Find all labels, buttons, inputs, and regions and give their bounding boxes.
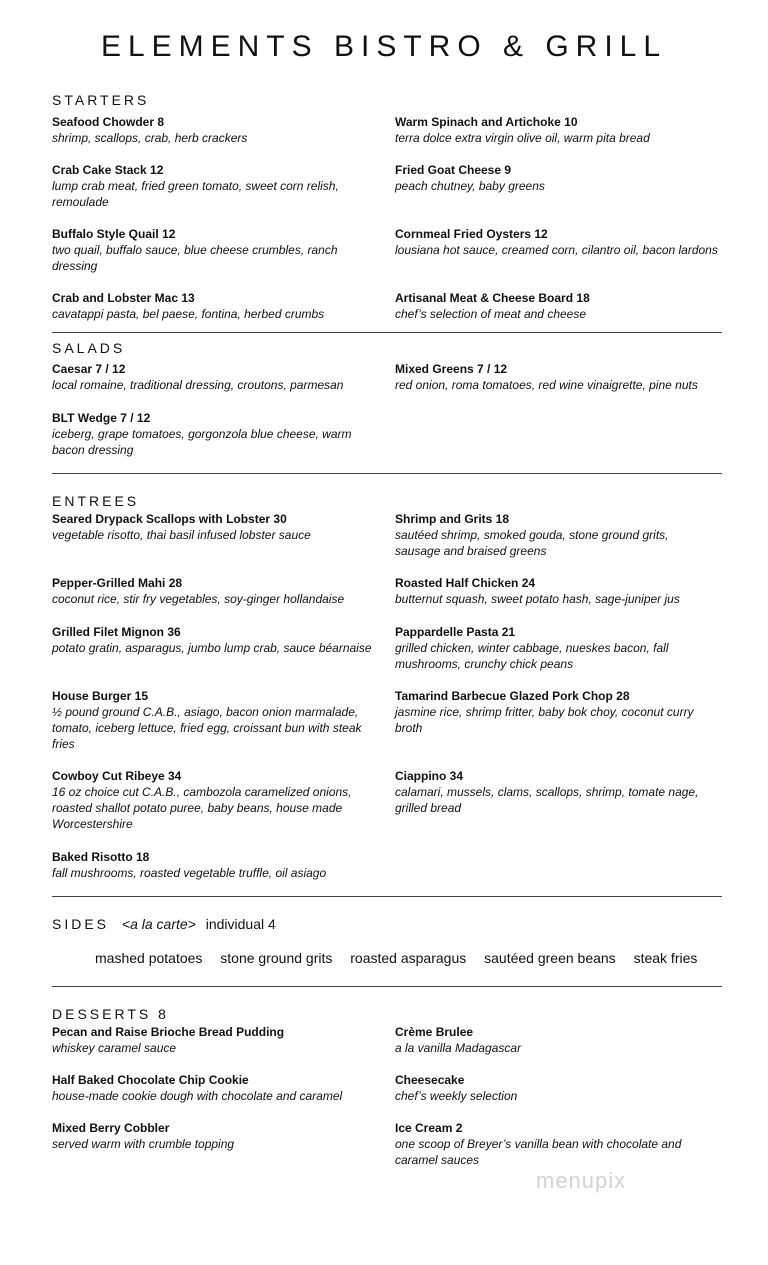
item-name: Ice Cream 2	[395, 1121, 463, 1135]
menu-item	[52, 849, 372, 881]
watermark: menupix	[536, 1168, 627, 1193]
menu-item	[395, 361, 735, 393]
item-name: Roasted Half Chicken 24	[395, 576, 536, 590]
menu-item	[395, 162, 715, 194]
item-desc: 16 oz choice cut C.A.B., cambozola caramelized onions, roasted shallot potato puree, baby beans, house made Worcestershire	[52, 785, 352, 831]
menu-item	[395, 1024, 715, 1056]
item-name: Half Baked Chocolate Chip Cookie	[52, 1073, 249, 1087]
menu-item	[52, 1024, 372, 1056]
side-item: mashed potatoes	[95, 950, 203, 966]
item-name: Warm Spinach and Artichoke 10	[395, 115, 578, 129]
item-desc: butternut squash, sweet potato hash, sage-juniper jus	[395, 592, 680, 606]
item-desc: sautéed shrimp, smoked gouda, stone ground grits, sausage and braised greens	[395, 528, 669, 558]
menu-item	[395, 114, 715, 146]
item-name: Mixed Greens 7 / 12	[395, 362, 508, 376]
side-item: steak fries	[633, 950, 698, 966]
item-name: Artisanal Meat & Cheese Board 18	[395, 291, 590, 305]
side-item: roasted asparagus	[350, 950, 467, 966]
section-divider	[52, 473, 722, 474]
menu-item	[52, 768, 372, 832]
menu-item	[52, 162, 372, 210]
item-desc: red onion, roma tomatoes, red wine vinaigrette, pine nuts	[395, 378, 698, 392]
item-name: Buffalo Style Quail 12	[52, 227, 176, 241]
item-desc: grilled chicken, winter cabbage, nueskes bacon, fall mushrooms, crunchy chick peans	[395, 641, 669, 671]
item-name: Cowboy Cut Ribeye 34	[52, 769, 182, 783]
item-desc: shrimp, scallops, crab, herb crackers	[52, 131, 248, 145]
item-desc: jasmine rice, shrimp fritter, baby bok choy, coconut curry broth	[395, 705, 694, 735]
menu-item	[52, 361, 372, 393]
item-desc: vegetable risotto, thai basil infused lobster sauce	[52, 528, 311, 542]
item-name: Pecan and Raise Brioche Bread Pudding	[52, 1025, 285, 1039]
item-desc: chef’s weekly selection	[395, 1089, 518, 1103]
item-name: Fried Goat Cheese 9	[395, 163, 512, 177]
item-name: BLT Wedge 7 / 12	[52, 411, 151, 425]
starters-heading: STARTERS	[52, 92, 150, 108]
item-desc: chef’s selection of meat and cheese	[395, 307, 587, 321]
section-divider	[52, 986, 722, 987]
item-name: Crab Cake Stack 12	[52, 163, 164, 177]
item-desc: terra dolce extra virgin olive oil, warm pita bread	[395, 131, 650, 145]
menu-item	[52, 1120, 372, 1152]
item-name: Baked Risotto 18	[52, 850, 150, 864]
menu-item	[52, 575, 372, 607]
menu-item	[395, 290, 715, 322]
item-desc: served warm with crumble topping	[52, 1137, 235, 1151]
item-desc: calamari, mussels, clams, scallops, shrimp, tomate nage, grilled bread	[395, 785, 699, 815]
menu-item	[52, 290, 372, 322]
menu-item	[52, 226, 372, 274]
side-item: stone ground grits	[220, 950, 333, 966]
menu-item	[395, 768, 715, 816]
menu-item	[52, 1072, 372, 1104]
item-desc: local romaine, traditional dressing, croutons, parmesan	[52, 378, 344, 392]
item-desc: peach chutney, baby greens	[395, 179, 545, 193]
item-desc: cavatappi pasta, bel paese, fontina, herbed crumbs	[52, 307, 325, 321]
menu-item	[395, 1120, 715, 1168]
entrees-heading: ENTREES	[52, 493, 140, 509]
menu-item	[395, 511, 715, 559]
menu-item	[395, 1072, 715, 1104]
item-desc: one scoop of Breyer’s vanilla bean with chocolate and caramel sauces	[395, 1137, 682, 1167]
item-name: Pepper-Grilled Mahi 28	[52, 576, 183, 590]
sides-title: SIDES	[52, 916, 110, 932]
item-name: Shrimp and Grits 18	[395, 512, 510, 526]
item-desc: lousiana hot sauce, creamed corn, cilantro oil, bacon lardons	[395, 243, 718, 257]
item-name: Pappardelle Pasta 21	[395, 625, 516, 639]
item-name: House Burger 15	[52, 689, 149, 703]
item-name: Crème Brulee	[395, 1025, 474, 1039]
side-item: sautéed green beans	[484, 950, 616, 966]
menu-item	[52, 410, 372, 458]
item-name: Caesar 7 / 12	[52, 362, 126, 376]
item-desc: ½ pound ground C.A.B., asiago, bacon onion marmalade, tomato, iceberg lettuce, fried egg, croissant bun with steak fries	[52, 705, 362, 751]
menu-item	[52, 624, 372, 656]
item-name: Grilled Filet Mignon 36	[52, 625, 181, 639]
item-name: Seared Drypack Scallops with Lobster 30	[52, 512, 287, 526]
menu-item	[395, 226, 735, 258]
item-name: Cheesecake	[395, 1073, 465, 1087]
item-desc: a la vanilla Madagascar	[395, 1041, 522, 1055]
item-desc: potato gratin, asparagus, jumbo lump crab, sauce béarnaise	[52, 641, 372, 655]
item-name: Ciappino 34	[395, 769, 464, 783]
desserts-heading: DESSERTS 8	[52, 1006, 169, 1022]
page-title: ELEMENTS BISTRO & GRILL	[100, 30, 668, 63]
item-desc: iceberg, grape tomatoes, gorgonzola blue cheese, warm bacon dressing	[52, 427, 352, 457]
menu-item	[395, 688, 715, 736]
sides-price: individual 4	[205, 916, 276, 932]
item-desc: fall mushrooms, roasted vegetable truffle, oil asiago	[52, 866, 327, 880]
menu-item	[395, 624, 715, 672]
item-desc: two quail, buffalo sauce, blue cheese crumbles, ranch dressing	[52, 243, 338, 273]
item-desc: house-made cookie dough with chocolate and caramel	[52, 1089, 343, 1103]
item-desc: coconut rice, stir fry vegetables, soy-ginger hollandaise	[52, 592, 345, 606]
section-divider	[52, 332, 722, 333]
menu-item	[52, 688, 372, 752]
item-name: Mixed Berry Cobbler	[52, 1121, 170, 1135]
menu-item	[52, 511, 372, 543]
menu-item	[395, 575, 715, 607]
sides-note: <a la carte>	[121, 916, 196, 932]
menu-item	[52, 114, 372, 146]
salads-heading: SALADS	[52, 340, 126, 356]
sides-list	[95, 950, 711, 966]
item-name: Tamarind Barbecue Glazed Pork Chop 28	[395, 689, 630, 703]
item-name: Seafood Chowder 8	[52, 115, 165, 129]
sides-heading	[52, 916, 276, 932]
item-name: Cornmeal Fried Oysters 12	[395, 227, 548, 241]
item-name: Crab and Lobster Mac 13	[52, 291, 195, 305]
item-desc: lump crab meat, fried green tomato, sweet corn relish, remoulade	[52, 179, 339, 209]
section-divider	[52, 896, 722, 897]
item-desc: whiskey caramel sauce	[52, 1041, 177, 1055]
